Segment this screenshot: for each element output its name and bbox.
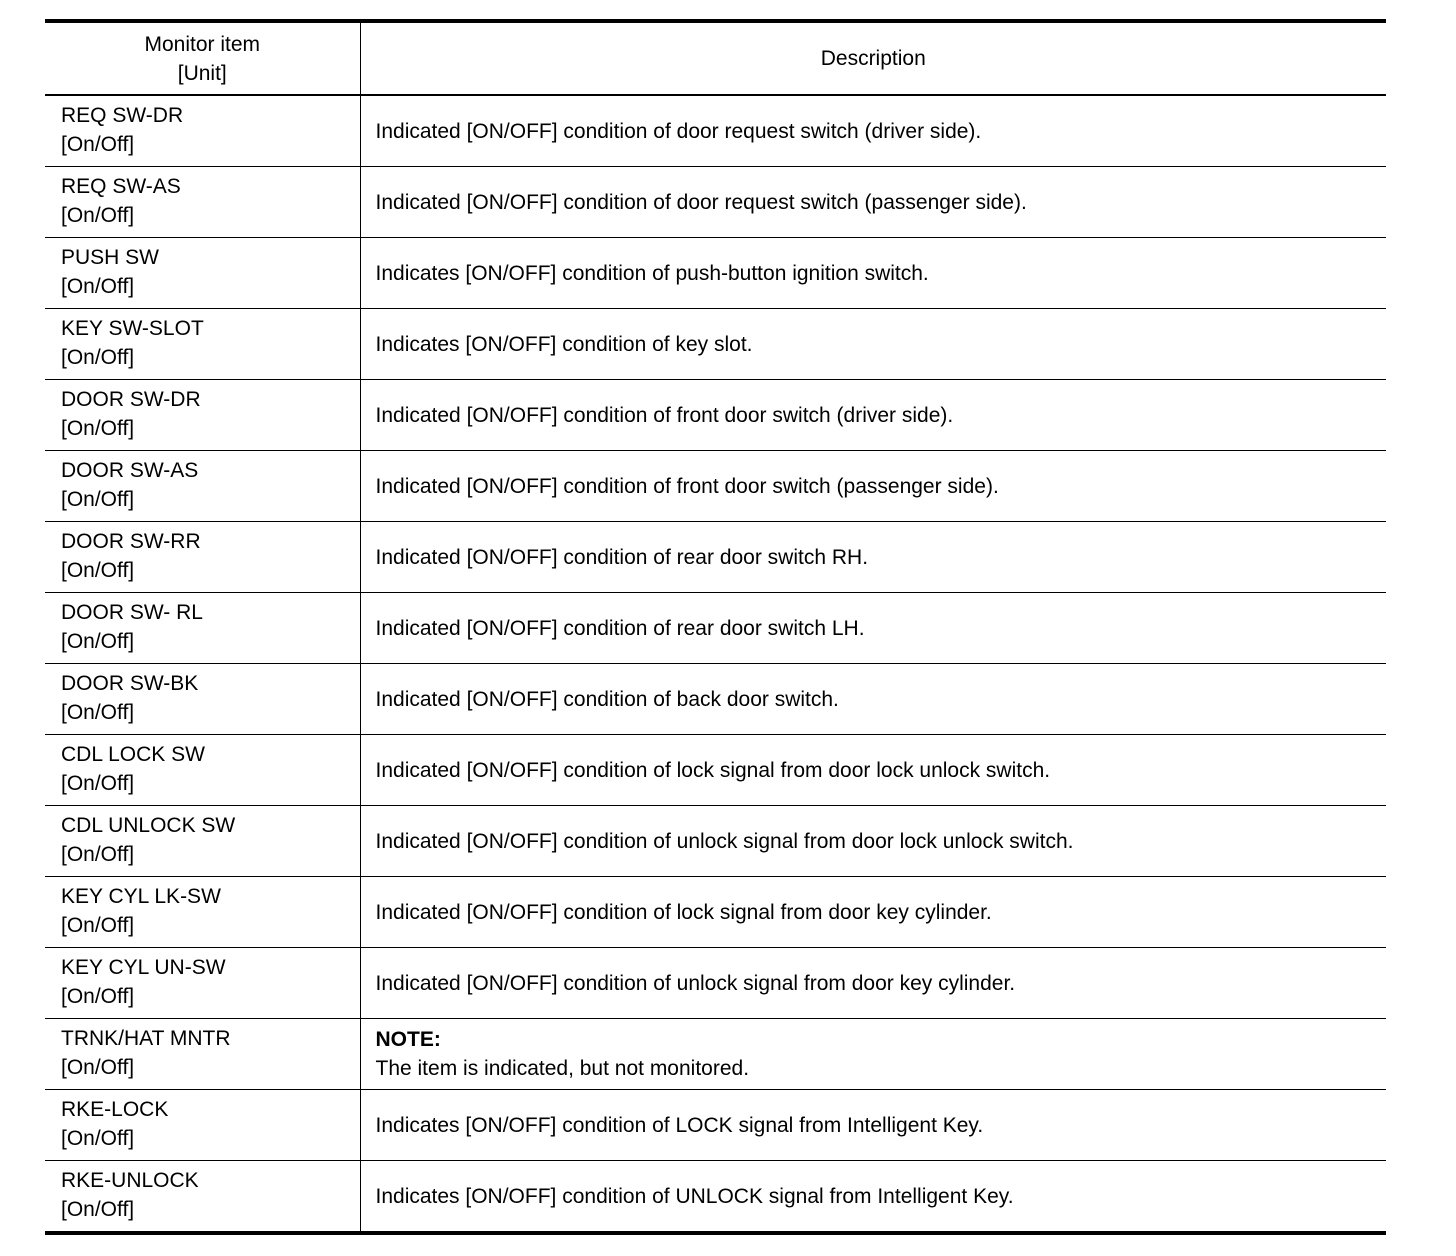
monitor-item-table <box>45 19 1386 1235</box>
monitor-item-name: CDL LOCK SW <box>61 743 205 766</box>
table-row <box>45 522 1386 593</box>
description-text: Indicated [ON/OFF] condition of unlock signal from door lock unlock switch. <box>375 829 1074 853</box>
description-text: Indicated [ON/OFF] condition of door request switch (passenger side). <box>375 190 1027 214</box>
monitor-item-unit: [On/Off] <box>61 630 135 653</box>
description-cell <box>360 877 1386 948</box>
table-row <box>45 451 1386 522</box>
monitor-item-unit: [On/Off] <box>61 914 135 937</box>
description-text: Indicated [ON/OFF] condition of door request switch (driver side). <box>375 119 982 143</box>
monitor-item-cell <box>45 1090 360 1161</box>
note-title: NOTE: <box>375 1028 441 1051</box>
description-cell <box>360 309 1386 380</box>
description-text: Indicated [ON/OFF] condition of unlock signal from door key cylinder. <box>375 971 1016 995</box>
monitor-item-cell <box>45 806 360 877</box>
description-cell <box>360 451 1386 522</box>
monitor-item-cell <box>45 1019 360 1090</box>
monitor-item-cell <box>45 309 360 380</box>
table-row <box>45 735 1386 806</box>
monitor-item-name: DOOR SW-DR <box>61 388 201 411</box>
monitor-item-cell <box>45 380 360 451</box>
description-cell <box>360 1019 1386 1090</box>
description-cell <box>360 948 1386 1019</box>
description-text: Indicates [ON/OFF] condition of UNLOCK signal from Intelligent Key. <box>375 1184 1014 1208</box>
monitor-item-name: REQ SW-AS <box>61 175 181 198</box>
monitor-item-name: DOOR SW- RL <box>61 601 203 624</box>
monitor-item-unit: [On/Off] <box>61 1127 135 1150</box>
table-row <box>45 380 1386 451</box>
header-row <box>45 21 1386 95</box>
monitor-item-header-label: Monitor item <box>144 32 261 56</box>
monitor-item-unit: [On/Off] <box>61 1198 135 1221</box>
monitor-item-cell <box>45 593 360 664</box>
description-text: Indicated [ON/OFF] condition of rear door switch LH. <box>375 616 865 640</box>
monitor-item-name: KEY CYL LK-SW <box>61 885 221 908</box>
description-header-label: Description <box>820 47 926 70</box>
unit-header-label: [Unit] <box>177 61 227 85</box>
description-text: Indicated [ON/OFF] condition of front door switch (driver side). <box>375 403 954 427</box>
monitor-item-column-header <box>45 21 360 95</box>
monitor-item-unit: [On/Off] <box>61 772 135 795</box>
description-text: Indicated [ON/OFF] condition of rear door switch RH. <box>375 545 869 569</box>
monitor-item-name: RKE-LOCK <box>61 1098 169 1121</box>
description-cell <box>360 167 1386 238</box>
monitor-item-cell <box>45 95 360 167</box>
monitor-item-unit: [On/Off] <box>61 1056 135 1079</box>
monitor-item-cell <box>45 664 360 735</box>
monitor-item-name: CDL UNLOCK SW <box>61 814 236 837</box>
monitor-item-cell <box>45 948 360 1019</box>
table-row <box>45 95 1386 167</box>
monitor-item-unit: [On/Off] <box>61 843 135 866</box>
table-row <box>45 1090 1386 1161</box>
description-text: Indicates [ON/OFF] condition of LOCK signal from Intelligent Key. <box>375 1113 984 1137</box>
monitor-item-unit: [On/Off] <box>61 204 135 227</box>
description-text: Indicated [ON/OFF] condition of lock signal from door lock unlock switch. <box>375 758 1051 782</box>
monitor-item-cell <box>45 238 360 309</box>
table-body <box>45 95 1386 1233</box>
monitor-item-name: KEY SW-SLOT <box>61 317 204 340</box>
description-text: Indicated [ON/OFF] condition of front door switch (passenger side). <box>375 474 999 498</box>
table-row <box>45 309 1386 380</box>
monitor-item-unit: [On/Off] <box>61 985 135 1008</box>
monitor-item-cell <box>45 1161 360 1234</box>
monitor-item-name: TRNK/HAT MNTR <box>61 1027 231 1050</box>
description-cell <box>360 806 1386 877</box>
monitor-item-unit: [On/Off] <box>61 559 135 582</box>
description-column-header <box>360 21 1386 95</box>
description-text: Indicated [ON/OFF] condition of back door switch. <box>375 687 839 711</box>
description-text: Indicates [ON/OFF] condition of key slot. <box>375 332 753 356</box>
monitor-item-cell <box>45 735 360 806</box>
monitor-item-cell <box>45 451 360 522</box>
monitor-item-name: PUSH SW <box>61 246 160 269</box>
monitor-item-name: DOOR SW-AS <box>61 459 199 482</box>
table-row <box>45 238 1386 309</box>
description-cell <box>360 1161 1386 1234</box>
table-row <box>45 1019 1386 1090</box>
table-row <box>45 877 1386 948</box>
description-cell <box>360 522 1386 593</box>
description-cell <box>360 95 1386 167</box>
table-row <box>45 806 1386 877</box>
monitor-item-cell <box>45 167 360 238</box>
monitor-item-unit: [On/Off] <box>61 275 135 298</box>
monitor-item-cell <box>45 877 360 948</box>
description-text: The item is indicated, but not monitored. <box>375 1057 750 1080</box>
table-row <box>45 1161 1386 1234</box>
table-header <box>45 21 1386 95</box>
monitor-item-name: DOOR SW-RR <box>61 530 201 553</box>
table-row <box>45 167 1386 238</box>
description-text: Indicates [ON/OFF] condition of push-button ignition switch. <box>375 261 929 285</box>
monitor-item-cell <box>45 522 360 593</box>
monitor-item-unit: [On/Off] <box>61 701 135 724</box>
description-cell <box>360 238 1386 309</box>
monitor-item-unit: [On/Off] <box>61 346 135 369</box>
description-cell <box>360 1090 1386 1161</box>
description-cell <box>360 735 1386 806</box>
monitor-item-name: KEY CYL UN-SW <box>61 956 226 979</box>
description-cell <box>360 380 1386 451</box>
monitor-item-unit: [On/Off] <box>61 417 135 440</box>
monitor-item-unit: [On/Off] <box>61 133 135 156</box>
description-cell <box>360 664 1386 735</box>
description-cell <box>360 593 1386 664</box>
table-row <box>45 664 1386 735</box>
description-text: Indicated [ON/OFF] condition of lock signal from door key cylinder. <box>375 900 992 924</box>
monitor-item-unit: [On/Off] <box>61 488 135 511</box>
monitor-item-name: REQ SW-DR <box>61 104 184 127</box>
monitor-item-name: RKE-UNLOCK <box>61 1169 199 1192</box>
table-row <box>45 948 1386 1019</box>
table-row <box>45 593 1386 664</box>
monitor-item-name: DOOR SW-BK <box>61 672 199 695</box>
